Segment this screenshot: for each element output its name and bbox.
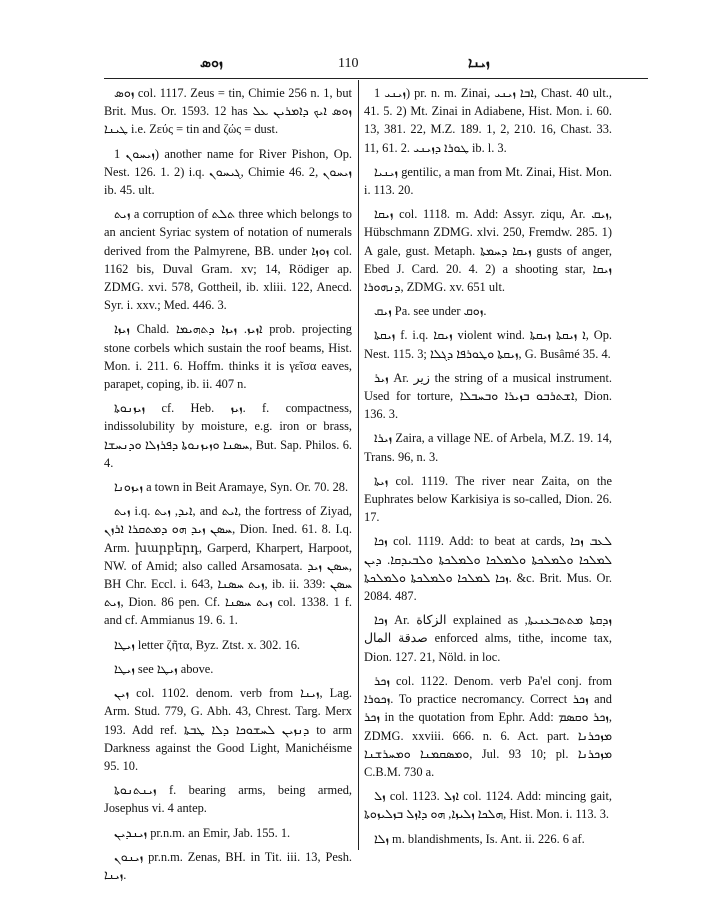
dictionary-entry: ܙܝܪܐ Zaira, a village NE. of Arbela, M.Z. 19. 14, Trans. 96, n. 3.: [364, 431, 612, 464]
dictionary-entry: ܙܝܙܐ Chald. ܐܙܝܙ. ܙܝܙܐ ܕܬܗܝܡܐ prob. projecting stone corbels which sustain the roof beams, Hist. Mon. i. 211. 6. Hoffm. thinks it is γεῖσα eaves, parapet, coping, ib. ii. 407 n.: [104, 322, 352, 392]
dictionary-entry: ܙܝܢܕܝܢ pr.n.m. an Emir, Jab. 155. 1.: [114, 825, 291, 840]
column-divider: [358, 80, 359, 850]
dictionary-entry: ܙܝܙܘܢܐ a town in Beit Aramaye, Syn. Or. 70. 28.: [114, 480, 349, 495]
dictionary-entry: ܙܝܬ a corruption of ܬܠܬ three which belongs to an ancient Syriac system of notation of numerals derived from the Palmyrene, BB. under ܙܘܙܐ col. 1162 bis, Duval Gram. xv; 14, Rödiger ap. ZDMG. xvi. 578, Gottheil, ib. xliii. 122, Anecd. Syr. i. xxv.; Med. 446. 3.: [104, 207, 353, 313]
header-rule: [104, 78, 648, 79]
dictionary-entry: ܙܟܪ col. 1122. Denom. verb Pa'el conj. from ܙܟܘܪܐ. To practice necromancy. Correct ܙܟܪ and ܙܟܪ in the quotation from Ephr. Add: ܙܟܪ ܘܩܣܡ, ZDMG. xxviii. 666. n. 6. Act. part. ܡܙܟܪܢܐ ܘܡܣܩܡܢܐ ܘܡܚܪܫܢܐ, Jul. 93 10; pl. ܡܙܟܪܢܐ C.B.M. 730 a.: [364, 673, 613, 779]
dictionary-entry: ܙܝܬ i.q. ܐܝܕ, ܙܝܬ, and ܐܝܬ, the fortress of Ziyad, ܚܣܢ ܙܝܕ ܗܘ ܕܡܬܩܪܐ ܐܪܙܢ, Dion. Ined. 61. 8. I.q. Arm. խարբերդ, Garperd, Kharpert, Harpoot, NW. of Amid; also called Arsamosata. ܚܣܢ ܙܝܕ, BH Chr. Eccl. i. 643, ܙܝܬ ܚܣܢܐ, ib. ii. 339: ܚܣܢ ܙܝܬ, Dion. 86 pen. Cf. ܙܝܬ ܚܣܢܐ col. 1338. 1 f. and cf. Ammianus 19. 6. 1.: [104, 504, 353, 628]
dictionary-entry: ܙܝܙܢܘܬܐ cf. Heb. ܙܝܙ. f. compactness, indissolubility by moisture, e.g. iron or brass, ܚܣܢܐ ܘܙܝܙܢܘܬܐ ܕܦܪܙܠܐ ܘܕܢܚܫܐ, But. Sap. Philos. 6. 4.: [104, 401, 352, 470]
dictionary-entry: ܙܝܩܬܐ f. i.q. ܙܝܩܐ violent wind. ܐ ܙܝܩܬܐ ܙܝܩܬܐ, Op. Nest. 115. 3; ܙܝܩܬܐ ܘܛܘܪܦܐ ܕܓܠܐ, G. Busâmé 35. 4.: [364, 328, 613, 361]
dictionary-entry: ܙܝܢܬܢܘܬܐ f. bearing arms, being armed, Josephus vi. 4 antep.: [104, 783, 352, 816]
left-running-head: ܙܘܣ: [200, 56, 223, 71]
dictionary-entry: ܙܝܪ Ar. زير the string of a musical instrument. Used for torture, ܐܫܬܪܒܘ ܒܙܝܪܐ ܘܒܚܒܠܐ, Dion. 136. 3.: [364, 370, 613, 422]
right-running-head: ܙܝܢܐ: [468, 56, 490, 71]
dictionary-entry: ܙܠܐ m. blandishments, Is. Ant. ii. 226. 6 af.: [374, 831, 585, 846]
dictionary-entry: ܙܟܐ col. 1119. Add: to beat at cards, ܠܥܒ ܙܟܐ ܠܡܠܟܐ ܘܠܡܠܟܬܐ ܘܠܡܠܟܐ ܘܠܡܠܟܬܐ ܘܠܒܝܕܩܐ. ܕܝܢ ܙܟܐ ܠܡܠܟܐ ܘܠܡܠܟܬܐ ܘܠܡܠܟܬܐ. &c. Brit. Mus. Or. 2084. 487.: [364, 534, 612, 604]
dictionary-entry: ܙܟܐ Ar. الزكاة explained as ܙܕܩܬܐ ܡܬܬܒܥܢܝܬܐ, صدقة المال enforced alms, tithe, income tax, Dion. 127. 21, Nöld. in loc.: [364, 613, 612, 664]
dictionary-entry: ܙܝܛܐ letter ζῆτα, Byz. Ztst. x. 302. 16.: [114, 637, 301, 652]
right-column: [364, 84, 612, 854]
page-number: 110: [338, 56, 359, 71]
dictionary-entry: ܙܘܣ col. 1117. Zeus = tin, Chimie 256 n. 1, but Brit. Mus. Or. 1593. 12 has ܙܘܣ ܐܝܟ ܕܐܡܪܝܢ ܥܠ ܛܝܢܐ i.e. Ζεύς = tin and ζώς = dust.: [104, 86, 352, 137]
page-header: [0, 56, 714, 76]
dictionary-entry: ܙܝܛܐ see ܙܝܛܐ above.: [114, 661, 214, 676]
dictionary-entry: ܙܝܩܐ col. 1118. m. Add: Assyr. ziqu, Ar. ܙܝܩ, Hübschmann ZDMG. xlvi. 250, Fremdw. 285. 1) A gale, gust. Metaph. ܙܝܩܐ ܕܚܡܬܐ gusts of anger, Ebed J. Card. 20. 4. 2) a shooting star, ܙܝܩܐ ܕܢܗܘܪܐ, ZDMG. xv. 651 ult.: [364, 207, 612, 295]
left-column: [104, 84, 352, 890]
dictionary-entry: ܙܝܚܘܢ 1) another name for River Pishon, Op. Nest. 126. 1. 2) i.q. ܓܝܚܘܢ, Chimie 46. 2, ܙܝܚܘܢ ib. 45. ult.: [104, 146, 352, 198]
dictionary-entry: ܙܝܢܝܐ gentilic, a man from Mt. Zinai, Hist. Mon. i. 113. 20.: [364, 164, 612, 198]
dictionary-entry: ܙܝܬܐ col. 1119. The river near Zaita, on the Euphrates below Karkisiya is so-called, Dion. 26. 17.: [364, 473, 612, 525]
dictionary-entry: ܙܝܢ col. 1102. denom. verb from ܙܝܢܐ, Lag. Arm. Stud. 779, G. Abh. 43, Chrest. Targ. Merx 193. Add ref. ܕܢܙܝܢ ܠܚܫܘܟܐ ܕܠܐ ܛܒܬܐ to arm Darkness against the Good Light, Manichéisme 95. 10.: [104, 686, 352, 773]
dictionary-entry: ܙܝܢܘܢ pr.n.m. Zenas, BH. in Tit. iii. 13, Pesh. ܙܝܢܐ.: [104, 849, 352, 882]
dictionary-entry: ܙܝܢܝ 1) pr. n. m. Zinai, ܐܒܐ ܙܝܢܝ, Chast. 40 ult., 41. 5. 2) Mt. Zinai in Adiabene, Hist. Mon. i. 60. 13, 381. 22, M.Z. 189. 1, 2, 210. 16, Chast. 33. 11, 61. 2. ܛܘܪܐ ܕܙܝܢܝ ib. l. 3.: [364, 86, 612, 155]
dictionary-entry: ܙܝܩ Pa. see under ܙܘܩ.: [374, 304, 487, 319]
dictionary-entry: ܙܠ col. 1123. ܐܙܠ col. 1124. Add: mincing gait, ܗܠܟܐ ܙܠܝܙܐ, ܗܘ ܕܐܙܠ ܒܙܠܝܙܘܬܐ, Hist. Mon. i. 113. 3.: [364, 789, 612, 822]
